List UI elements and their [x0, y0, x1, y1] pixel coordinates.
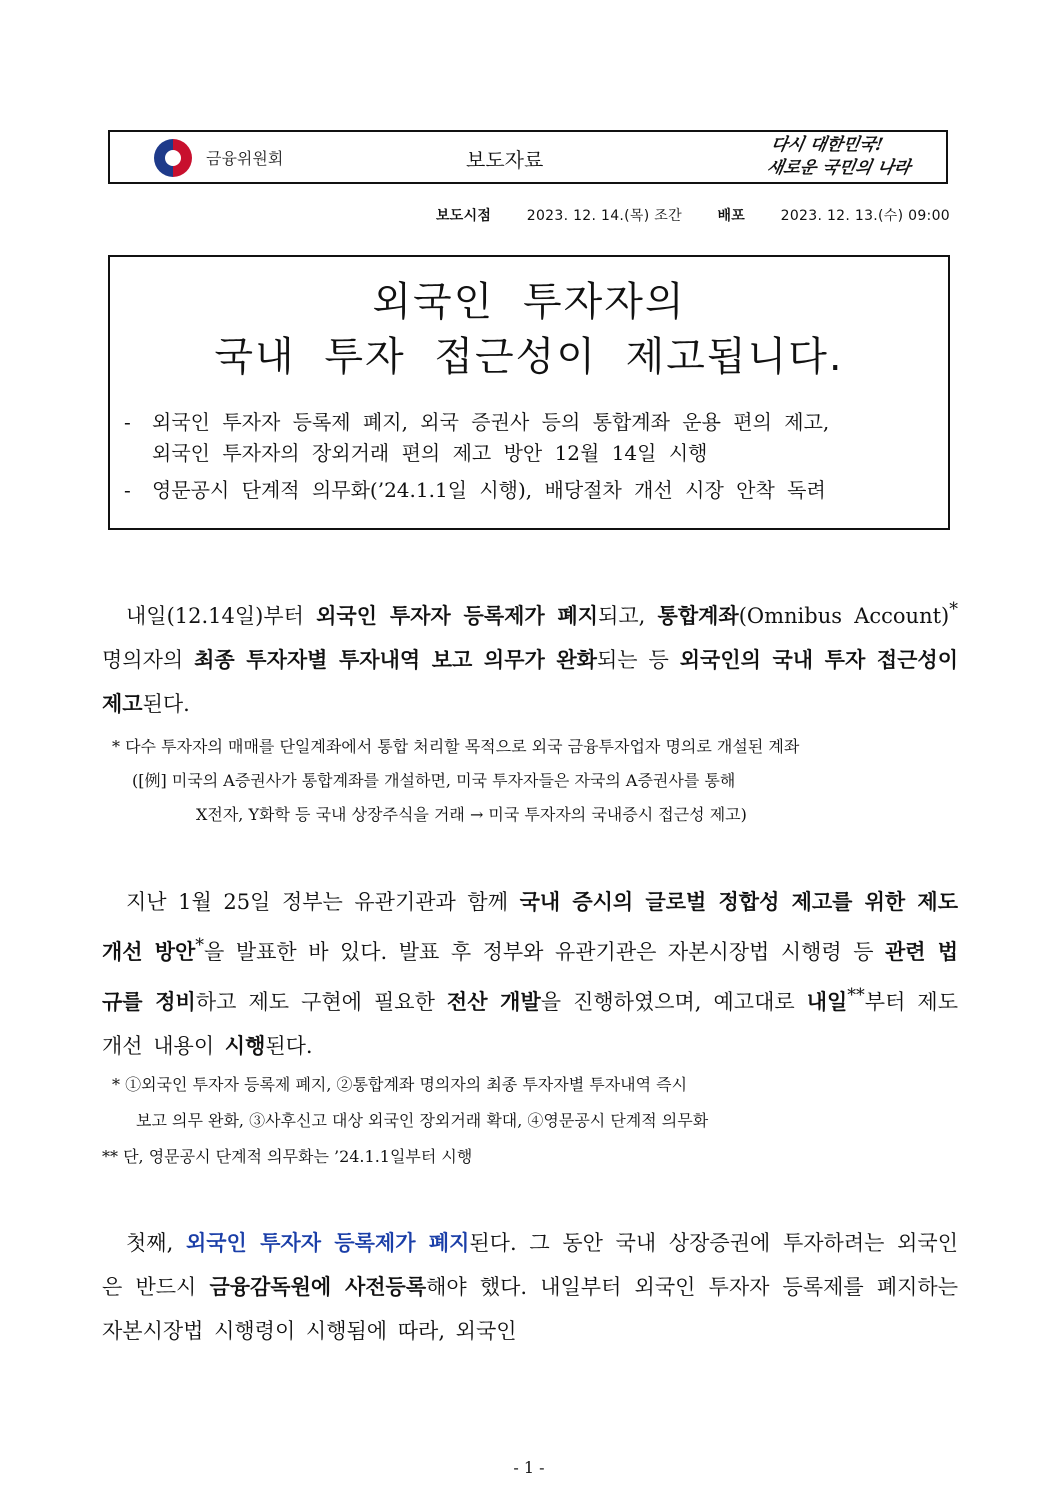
emphasis-tomorrow: 내일 — [806, 990, 848, 1014]
footnote-2-line-1: * ①외국인 투자자 등록제 폐지, ②통합계좌 명의자의 최종 투자자별 투자내역 즉시 — [112, 1075, 688, 1094]
doc-type: 보도자료 — [466, 148, 544, 172]
emphasis-it-development: 전산 개발 — [446, 990, 541, 1014]
distribution-value: 2023. 12. 13.(수) 09:00 — [780, 208, 950, 224]
dash-bullet: - — [124, 478, 131, 502]
paragraph-1: 내일(12.14일)부터 외국인 투자자 등록제가 폐지되고, 통합계좌(Omnibus Account)* 명의자의 최종 투자자별 투자내역 보고 의무가 완화되는 등 외국인의 국내 투자 접근성이 제고된다. — [102, 600, 958, 716]
subheadline-2-text: 영문공시 단계적 의무화(’24.1.1일 시행), 배당절차 개선 시장 안착 독려 — [152, 478, 826, 502]
footnote-1-line-2: ([例] 미국의 A증권사가 통합계좌를 개설하면, 미국 투자자들은 자국의 A증권사를 통해 — [132, 771, 736, 790]
subheadline-1-line-2: 외국인 투자자의 장외거래 편의 제고 방안 12월 14일 시행 — [152, 441, 708, 465]
footnote-2-line-3: ** 단, 영문공시 단계적 의무화는 ’24.1.1일부터 시행 — [102, 1147, 473, 1166]
footnote-2-line-2: 보고 의무 완화, ③사후신고 대상 외국인 장외거래 확대, ④영문공시 단계적 의무화 — [136, 1111, 709, 1130]
paragraph-3: 첫째, 외국인 투자자 등록제가 폐지된다. 그 동안 국내 상장증권에 투자하려는 외국인은 반드시 금융감독원에 사전등록해야 했다. 내일부터 외국인 투자자 등록제를 폐지하는 자본시장법 시행령이 시행됨에 따라, 외국인 — [102, 1231, 958, 1343]
emphasis-omnibus: 통합계좌 — [657, 604, 739, 628]
emphasis-enforced: 시행 — [224, 1034, 266, 1058]
release-info — [436, 205, 950, 225]
subheadline-1 — [124, 407, 934, 469]
emphasis-first-item: 외국인 투자자 등록제가 폐지 — [185, 1231, 470, 1255]
emphasis-improvement-plan: 국내 증시의 글로벌 정합성 제고를 위한 제도개선 방안 — [102, 890, 958, 964]
emphasis-registration-abolished: 외국인 투자자 등록제가 폐지 — [316, 604, 599, 628]
headline — [110, 275, 948, 385]
distribution-label: 배포 — [717, 208, 746, 224]
footnote-1-line-1: * 다수 투자자의 매매를 단일계좌에서 통합 처리할 목적으로 외국 금융투자업자 명의로 개설된 계좌 — [112, 737, 800, 756]
page-number: - 1 - — [513, 1458, 545, 1477]
emphasis-reporting-eased: 최종 투자자별 투자내역 보고 의무가 완화 — [194, 648, 597, 672]
title-box — [108, 255, 950, 530]
subheadlines — [124, 407, 934, 506]
fsc-logo-icon — [154, 139, 192, 177]
dash-bullet: - — [124, 410, 131, 434]
headline-line-2: 국내 투자 접근성이 제고됩니다. — [214, 334, 844, 380]
subheadline-2 — [124, 475, 934, 506]
footnote-1-line-3: X전자, Y화학 등 국내 상장주식을 거래 → 미국 투자자의 국내증시 접근성 제고) — [196, 805, 747, 824]
agency-name: 금융위원회 — [206, 149, 284, 168]
release-time-value: 2023. 12. 14.(목) 조간 — [526, 208, 682, 224]
release-time-label: 보도시점 — [435, 208, 492, 224]
slogan-line-2: 새로운 국민의 나라 — [765, 158, 912, 178]
emphasis-prior-registration: 금융감독원에 사전등록 — [209, 1275, 427, 1299]
headline-line-1: 외국인 투자자의 — [372, 279, 686, 325]
paragraph-2: 지난 1월 25일 정부는 유관기관과 함께 국내 증시의 글로벌 정합성 제고를 위한 제도개선 방안*을 발표한 바 있다. 발표 후 정부와 유관기관은 자본시장법 시행령 등 관련 법규를 정비하고 제도 구현에 필요한 전산 개발을 진행하였으며, 예고대로 내일**부터 제도개선 내용이 시행된다. — [102, 890, 958, 1058]
header-box — [108, 130, 948, 184]
slogan-line-1: 다시 대한민국! — [769, 135, 885, 155]
emphasis-access-improved: 외국인의 국내 투자 접근성이 제고 — [102, 648, 958, 716]
emphasis-regulations: 관련 법규를 정비 — [102, 940, 958, 1014]
subheadline-1-line-1: 외국인 투자자 등록제 폐지, 외국 증권사 등의 통합계좌 운용 편의 제고, — [152, 410, 830, 434]
slogan — [765, 134, 916, 180]
